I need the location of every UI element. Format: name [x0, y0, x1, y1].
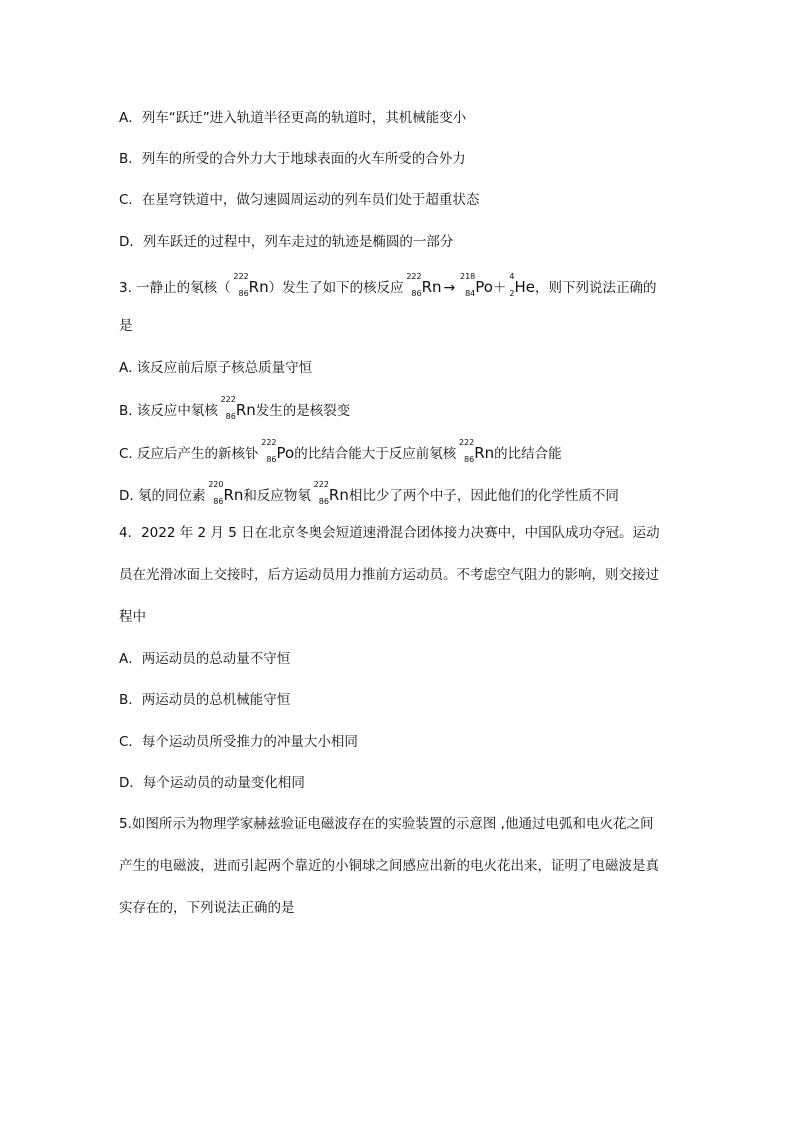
- q4-option-a: A．两运动员的总动量不守恒: [119, 651, 291, 667]
- nuclide-rn222-reactant: 222 86: [406, 272, 422, 298]
- nuclide-po222: 222 86: [261, 438, 277, 464]
- nuclide-rn222: 222 86: [458, 438, 475, 464]
- q4-option-c: C．每个运动员所受推力的冲量大小相同: [119, 734, 358, 750]
- q3-stem-wrap: 是: [119, 318, 133, 334]
- q2-option-c: C．在星穹铁道中，做匀速圆周运动的列车员们处于超重状态: [119, 192, 480, 208]
- q4-stem-line-2: 员在光滑冰面上交接时，后方运动员用力推前方运动员。不考虑空气阻力的影响，则交接过: [119, 567, 659, 583]
- q4-option-b: B．两运动员的总机械能守恒: [119, 692, 291, 708]
- nuclide-po218: 218 84: [460, 272, 476, 298]
- q5-stem-line-3: 实存在的，下列说法正确的是: [119, 900, 295, 916]
- q3-tail: ，则下列说法正确的: [535, 280, 657, 296]
- nuclide-rn222: 222 86: [233, 272, 249, 298]
- q3-intro: 3. 一静止的氡核（: [119, 280, 231, 296]
- q5-stem-line-2: 产生的电磁波，进而引起两个靠近的小铜球之间感应出新的电火花出来，证明了电磁波是真: [119, 858, 659, 874]
- q5-stem-line-1: 5.如图所示为物理学家赫兹验证电磁波存在的实验装置的示意图 ,他通过电弧和电火花之间: [119, 816, 654, 832]
- q2-option-b: B．列车的所受的合外力大于地球表面的火车所受的合外力: [119, 151, 466, 167]
- q3-option-c: C. 反应后产生的新核钋 222 86 Po的比结合能大于反应前氡核 222 86 Rn的比结合能: [119, 438, 562, 464]
- nuclide-rn222: 222 86: [220, 395, 236, 421]
- q3-option-d: D. 氡的同位素 220 86 Rn和反应物氡 222 86 Rn相比少了两个中子，因此他们的化学性质不同: [119, 480, 619, 506]
- nuclide-rn222: 222 86: [313, 480, 329, 506]
- q4-option-d: D．每个运动员的动量变化相同: [119, 775, 305, 791]
- nuclide-he4: 4 2: [509, 272, 515, 298]
- q3-option-a: A. 该反应前后原子核总质量守恒: [119, 360, 313, 376]
- q3-option-b: B. 该反应中氡核 222 86 Rn发生的是核裂变: [119, 395, 351, 421]
- nuclide-rn220: 220 86: [208, 480, 224, 506]
- reaction-arrow: →: [443, 280, 456, 296]
- q4-stem-line-3: 程中: [119, 609, 146, 625]
- q4-stem-line-1: 4．2022 年 2 月 5 日在北京冬奥会短道速滑混合团体接力决赛中，中国队成功夺冠。运动: [119, 525, 660, 541]
- q2-option-a: A．列车“跃迁”进入轨道半径更高的轨道时，其机械能变小: [119, 110, 467, 126]
- q3-mid: ）发生了如下的核反应: [268, 280, 404, 296]
- q3-stem: 3. 一静止的氡核（ 222 86 Rn）发生了如下的核反应 222 86 Rn → 218 84 Po＋ 4 2 He，则下列说法正确的: [119, 272, 657, 298]
- q2-option-d: D．列车跃迁的过程中，列车走过的轨迹是椭圆的一部分: [119, 234, 454, 250]
